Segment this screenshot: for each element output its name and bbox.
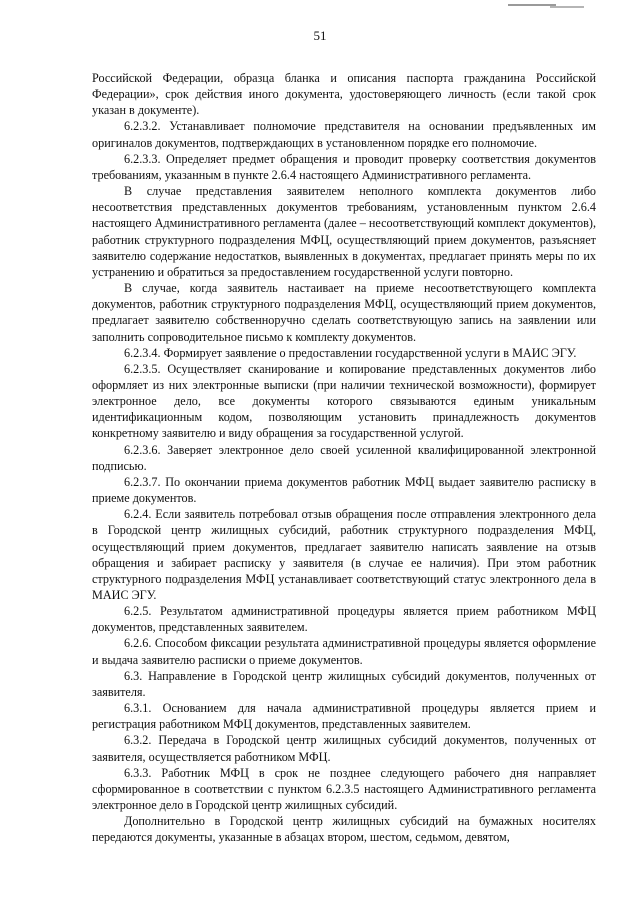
paragraph-6-3-3: 6.3.3. Работник МФЦ в срок не позднее следующего рабочего дня направляет сформированное в соответствии с пунктом 6.2.3.5 настоящего Административного регламента электронное дело в Городской центр жилищных субсидий.: [92, 765, 596, 813]
paragraph-6-3: 6.3. Направление в Городской центр жилищных субсидий документов, полученных от заявителя.: [92, 668, 596, 699]
scan-artifact-line: [550, 6, 584, 8]
paragraph-6-2-5: 6.2.5. Результатом административной процедуры является прием работником МФЦ документов, представленных заявителем.: [92, 604, 596, 635]
paragraph-6-3-1: 6.3.1. Основанием для начала административной процедуры является прием и регистрация работником МФЦ документов, представленных заявителем.: [92, 701, 596, 732]
paragraph-incomplete-documents: В случае представления заявителем неполного комплекта документов либо несоответствия представленных документов требованиям, установленным пунктом 2.6.4 настоящего Административного регламента (далее – несоответствующий комплект документов), работник структурного подразделения МФЦ, осуществляющий прием документов, разъясняет заявителю содержание недостатков, выявленных в документах, предлагает принять меры по их устранению и обратиться за предоставлением государственной услуги повторно.: [92, 184, 596, 279]
paragraph-6-2-3-5: 6.2.3.5. Осуществляет сканирование и копирование представленных документов либо оформляет из них электронные выписки (при наличии технической возможности), формирует электронное дело, все документы которого связываются единым уникальным идентификационным кодом, позволяющим установить принадлежность документов конкретному заявителю и виду обращения за государственной услугой.: [92, 361, 596, 441]
paragraph-6-2-3-4: 6.2.3.4. Формирует заявление о предоставлении государственной услуги в МАИС ЭГУ.: [124, 345, 577, 360]
document-body: [92, 70, 596, 846]
paragraph-6-2-3-3: 6.2.3.3. Определяет предмет обращения и проводит проверку соответствия документов требованиям, указанным в пункте 2.6.4 настоящего Административного регламента.: [92, 151, 596, 182]
paragraph-6-2-3-6: 6.2.3.6. Заверяет электронное дело своей усиленной квалифицированной электронной подписью.: [92, 442, 596, 473]
paragraph-additional-paper-documents: Дополнительно в Городской центр жилищных субсидий на бумажных носителях передаются документы, указанные в абзацах втором, шестом, седьмом, девятом,: [92, 814, 596, 845]
paragraph-6-2-6: 6.2.6. Способом фиксации результата административной процедуры является оформление и выдача заявителю расписки о приеме документов.: [92, 636, 596, 667]
paragraph-6-3-2: 6.3.2. Передача в Городской центр жилищных субсидий документов, полученных от заявителя, осуществляется работником МФЦ.: [92, 733, 596, 764]
paragraph-6-2-3-7: 6.2.3.7. По окончании приема документов работник МФЦ выдает заявителю расписку в приеме документов.: [92, 474, 596, 506]
paragraph-continuation: Российской Федерации, образца бланка и описания паспорта гражданина Российской Федерации», срок действия иного документа, удостоверяющего личность (если такой срок указан в документе).: [92, 71, 596, 118]
paragraph-6-2-4: 6.2.4. Если заявитель потребовал отзыв обращения после отправления электронного дела в Городской центр жилищных субсидий, работник структурного подразделения МФЦ, осуществляющий прием документов, предлагает заявителю написать заявление на отзыв обращения и забирает расписку у заявителя (в случае ее наличия). При этом работник структурного подразделения МФЦ устанавливает соответствующий статус электронного дела в МАИС ЭГУ.: [92, 507, 596, 602]
scan-artifact-line: [508, 4, 556, 6]
paragraph-applicant-insists: В случае, когда заявитель настаивает на приеме несоответствующего комплекта документов, работник структурного подразделения МФЦ, осуществляющий прием документов, предлагает заявителю собственноручно сделать соответствующую запись на заявлении или заполнить сопроводительное письмо к комплекту документов.: [92, 281, 596, 344]
page-number: 51: [313, 28, 327, 43]
paragraph-6-2-3-2: 6.2.3.2. Устанавливает полномочие представителя на основании предъявленных им оригиналов документов, подтверждающих в установленном порядке его полномочие.: [92, 119, 596, 150]
